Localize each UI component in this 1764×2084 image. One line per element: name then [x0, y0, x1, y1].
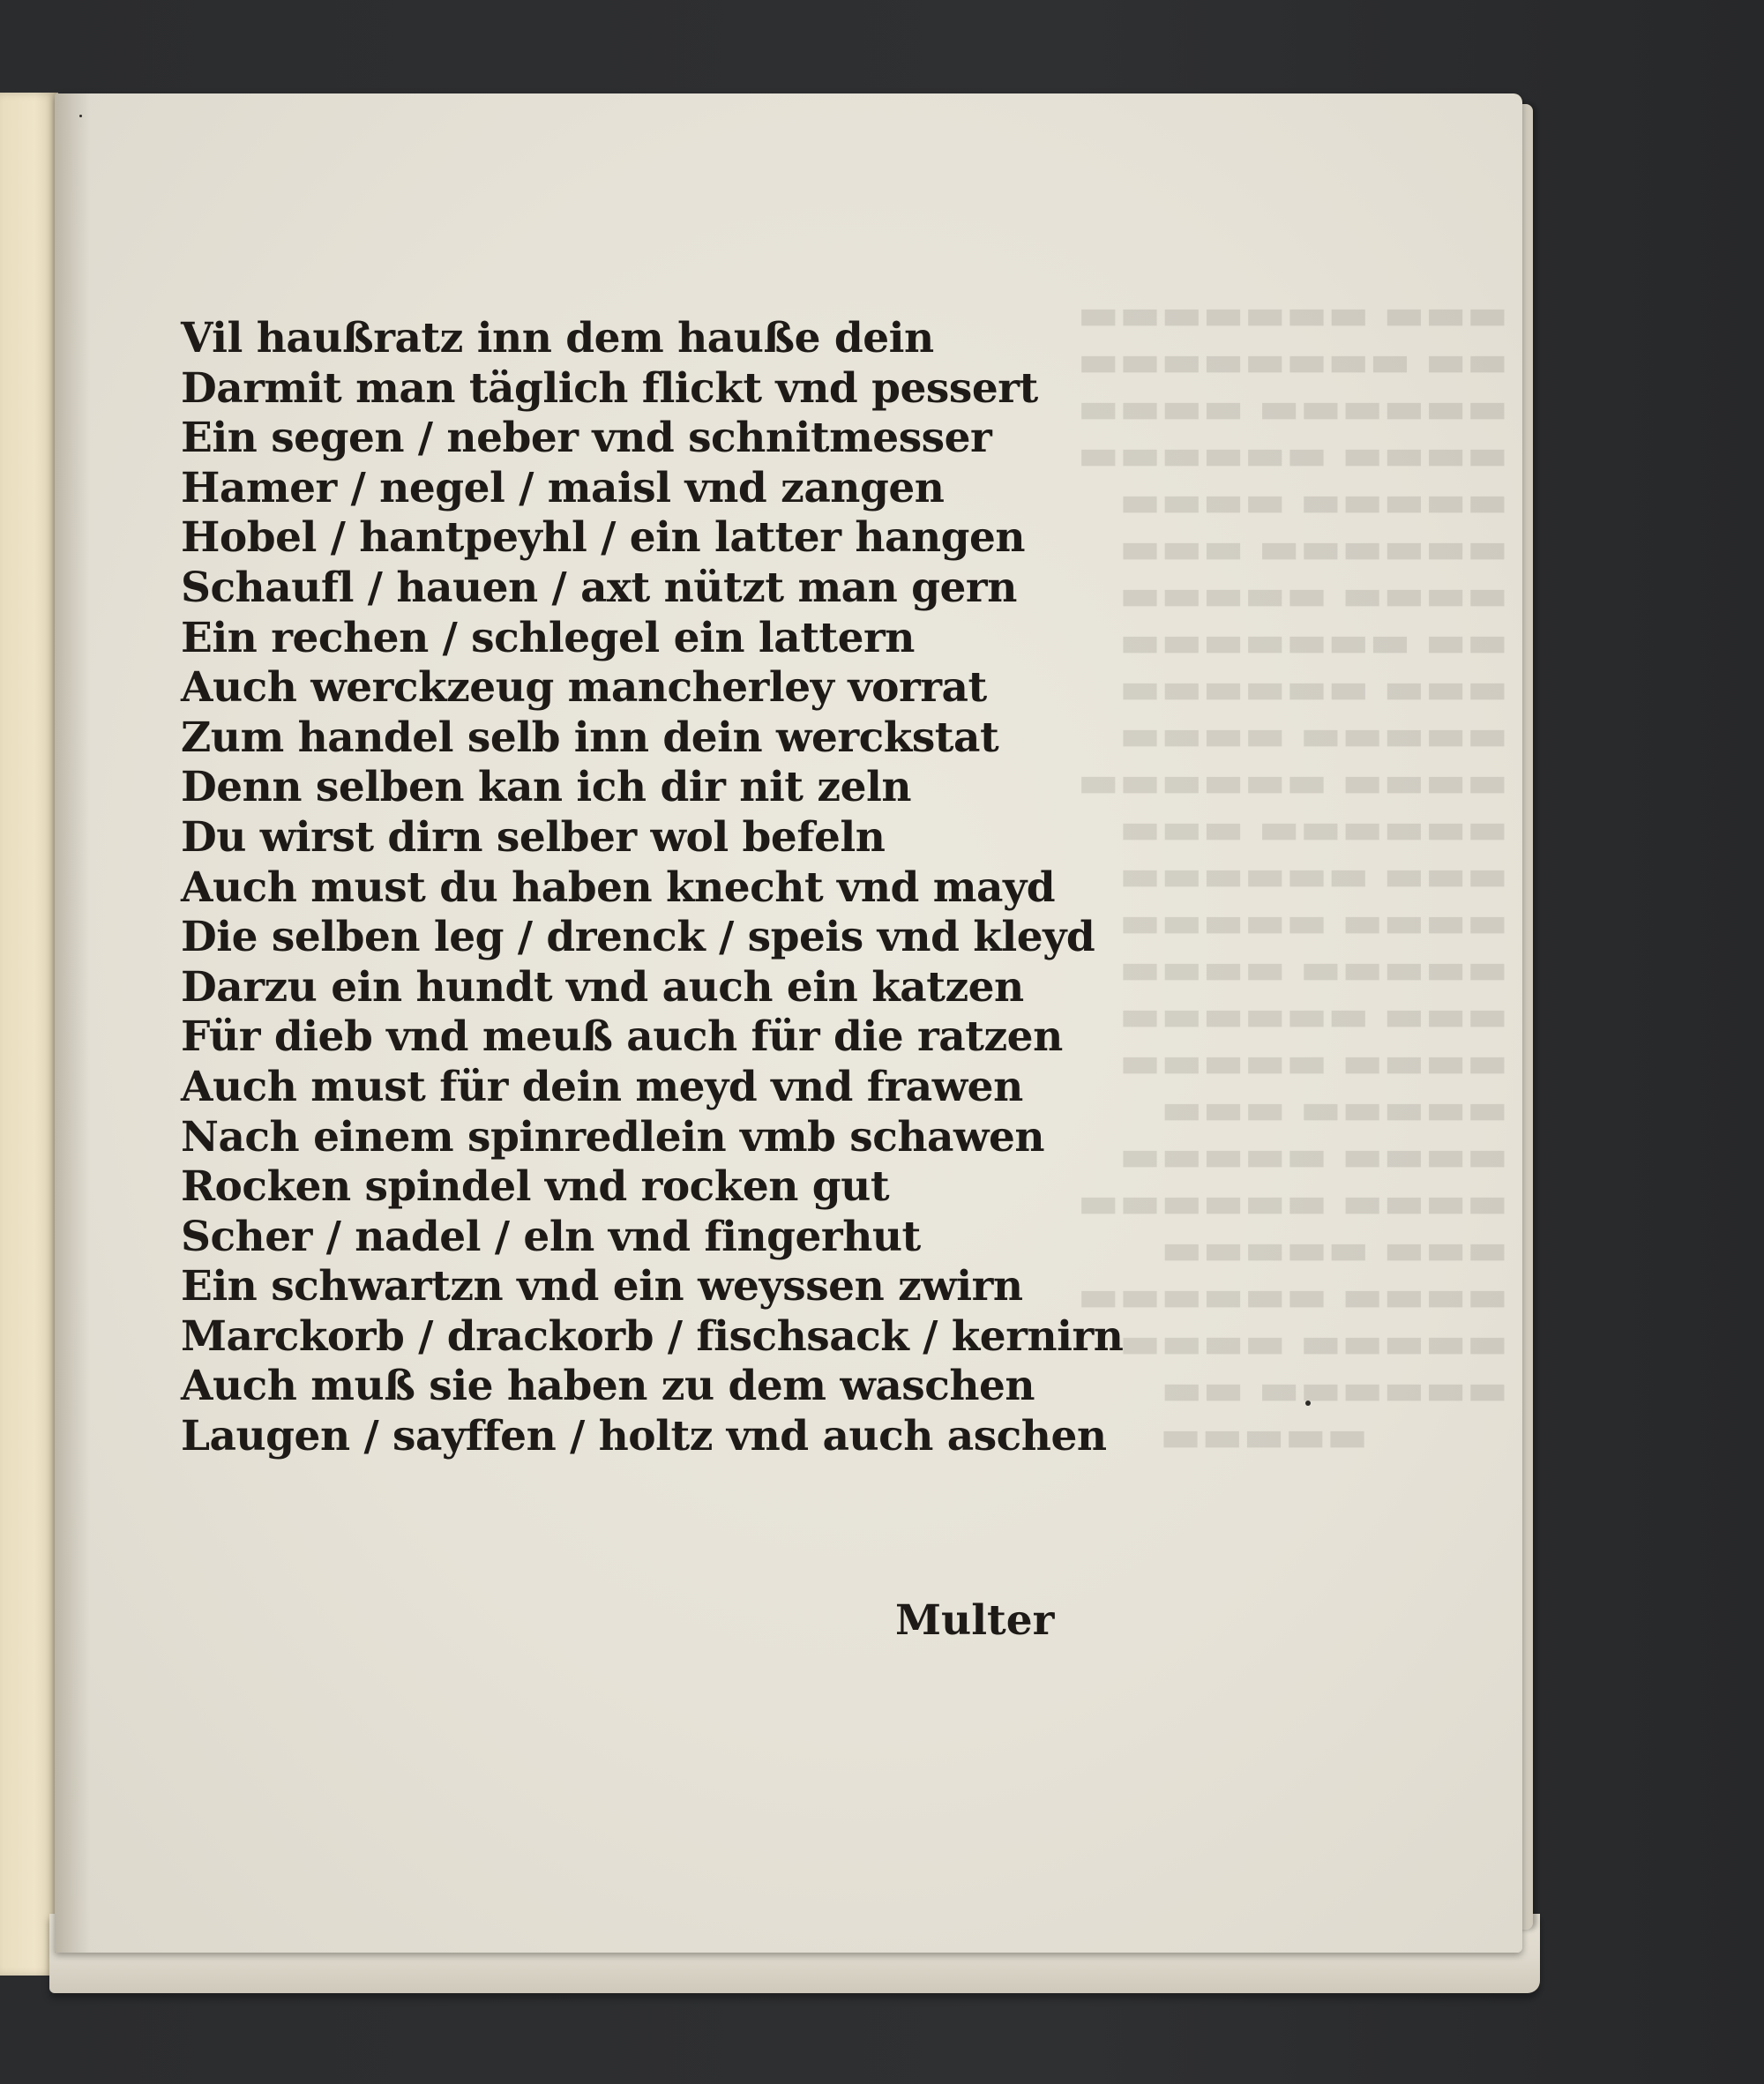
verse-line: Hobel / hantpeyhl / ein latter hangen [181, 513, 1026, 563]
verse-line: Darzu ein hundt vnd auch ein katzen [181, 962, 1024, 1012]
verse-line: Vil haußratz inn dem hauße dein [181, 314, 934, 362]
verse-line: Marckorb / drackorb / fischsack / kernirn [181, 1311, 1124, 1361]
gutter-shadow [55, 93, 90, 1953]
verse-text-block [181, 314, 1124, 1462]
verse-line: Auch must für dein meyd vnd frawen [181, 1062, 1023, 1111]
verse-line: Ein rechen / schlegel ein lattern [181, 613, 915, 662]
verse-line: Auch muß sie haben zu dem waschen [181, 1362, 1035, 1411]
verse-line: Zum handel selb inn dein werckstat [181, 713, 999, 762]
verse-line: Laugen / sayffen / holtz vnd auch aschen [181, 1412, 1107, 1461]
verse-line: Ein schwartzn vnd ein weyssen zwirn [181, 1262, 1023, 1311]
left-page-edge [0, 93, 58, 1976]
verse-line: Denn selben kan ich dir nit zeln [181, 763, 912, 812]
verse-line: Darmit man täglich flickt vnd pessert [181, 363, 1038, 413]
ink-speck [79, 115, 82, 117]
verse-line: Scher / nadel / eln vnd fingerhut [181, 1212, 921, 1261]
verse-line: Ein segen / neber vnd schnitmesser [181, 414, 992, 463]
catchword: Multer [895, 1596, 1055, 1645]
verse-line: Nach einem spinredlein vmb schawen [181, 1112, 1045, 1162]
verse-line: Die selben leg / drenck / speis vnd kleyd [181, 913, 1095, 962]
verse-line: Hamer / negel / maisl vnd zangen [181, 463, 945, 512]
verse-line: Auch must du haben knecht vnd mayd [181, 863, 1056, 912]
verse-line: Du wirst dirn selber wol befeln [181, 812, 886, 862]
verse-line: Für dieb vnd meuß auch für die ratzen [181, 1012, 1063, 1062]
verse-line: Schaufl / hauen / axt nützt man gern [181, 563, 1017, 612]
verse-line: Rocken spindel vnd rocken gut [181, 1162, 890, 1212]
verse-line: Auch werckzeug mancherley vorrat [181, 663, 987, 713]
ink-speck [1305, 1401, 1311, 1406]
